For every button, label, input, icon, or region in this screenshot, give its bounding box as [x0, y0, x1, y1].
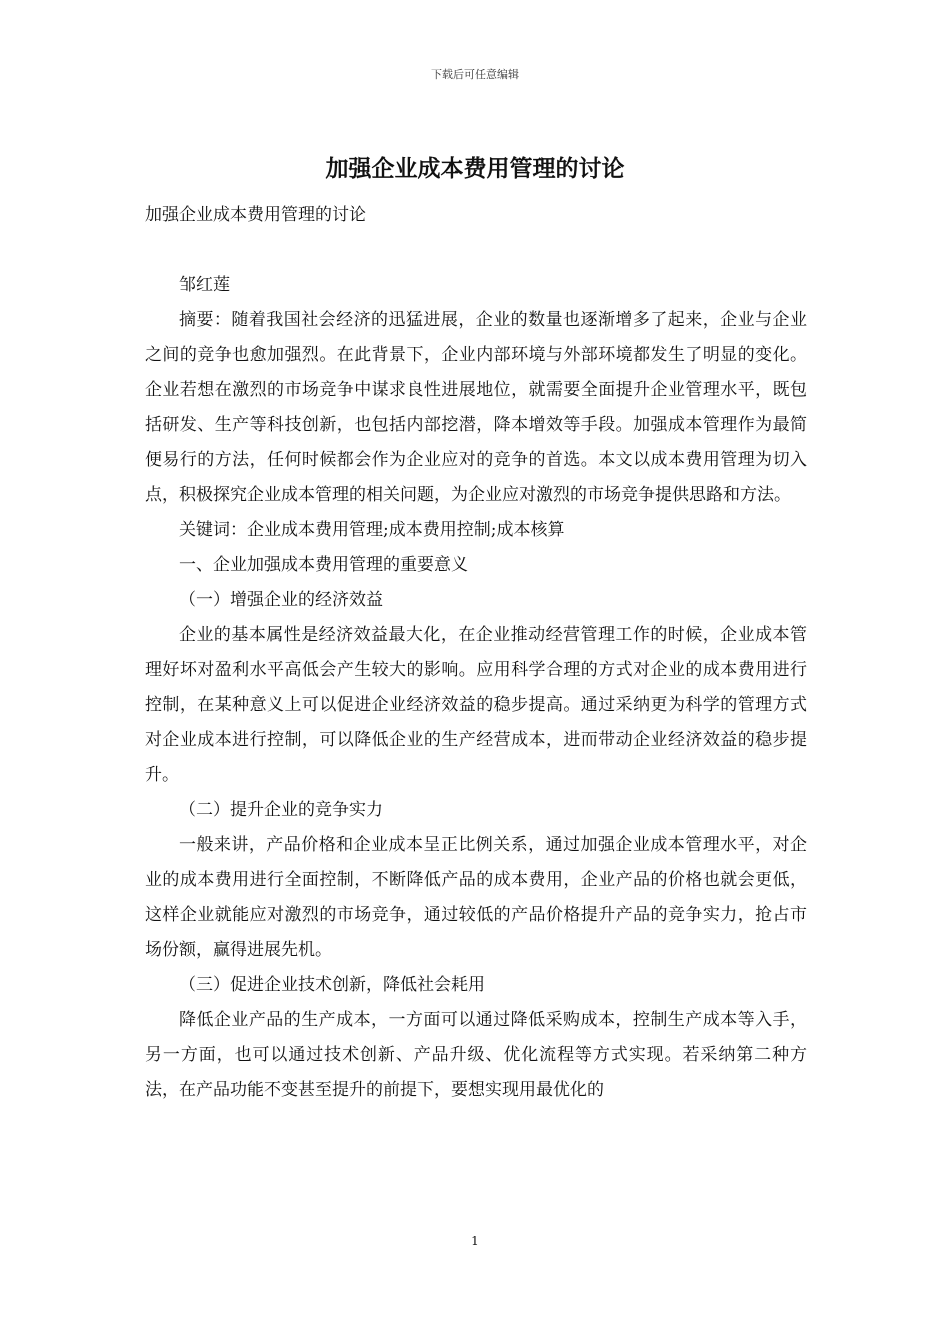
author-name: 邹红莲 [179, 275, 230, 295]
header-note: 下载后可任意编辑 [431, 68, 519, 81]
abstract-paragraph: 摘要：随着我国社会经济的迅猛进展，企业的数量也逐渐增多了起来，企业与企业之间的竞争也愈加强烈。在此背景下，企业内部环境与外部环境都发生了明显的变化。企业若想在激烈的市场竞争中谋求良性进展地位，就需要全面提升企业管理水平，既包括研发、生产等科技创新，也包括内部挖潜，降本增效等手段。加强成本管理作为最简便易行的方法，任何时候都会作为企业应对的竞争的首选。本文以成本费用管理为切入点，积极探究企业成本管理的相关问题，为企业应对激烈的市场竞争提供思路和方法。 [145, 310, 807, 505]
section-heading-1: 一、企业加强成本费用管理的重要意义 [179, 555, 468, 575]
subsection-heading-2: （二）提升企业的竞争实力 [179, 800, 383, 820]
page-number: 1 [471, 1234, 479, 1248]
document-subtitle: 加强企业成本费用管理的讨论 [145, 205, 366, 225]
subsection-body-1: 企业的基本属性是经济效益最大化，在企业推动经营管理工作的时候，企业成本管理好坏对盈利水平高低会产生较大的影响。应用科学合理的方式对企业的成本费用进行控制，在某种意义上可以促进企业经济效益的稳步提高。通过采纳更为科学的管理方式对企业成本进行控制，可以降低企业的生产经营成本，进而带动企业经济效益的稳步提升。 [145, 625, 807, 785]
keywords-line: 关键词：企业成本费用管理;成本费用控制;成本核算 [179, 520, 565, 540]
subsection-heading-3: （三）促进企业技术创新，降低社会耗用 [179, 975, 485, 995]
document-body [145, 198, 807, 1108]
subsection-body-2: 一般来讲，产品价格和企业成本呈正比例关系，通过加强企业成本管理水平，对企业的成本费用进行全面控制，不断降低产品的成本费用，企业产品的价格也就会更低，这样企业就能应对激烈的市场竞争，通过较低的产品价格提升产品的竞争实力，抢占市场份额，赢得进展先机。 [145, 835, 807, 960]
subsection-body-3: 降低企业产品的生产成本，一方面可以通过降低采购成本，控制生产成本等入手，另一方面，也可以通过技术创新、产品升级、优化流程等方式实现。若采纳第二种方法，在产品功能不变甚至提升的前提下，要想实现用最优化的 [145, 1010, 807, 1100]
subsection-heading-1: （一）增强企业的经济效益 [179, 590, 383, 610]
document-title: 加强企业成本费用管理的讨论 [325, 155, 625, 182]
